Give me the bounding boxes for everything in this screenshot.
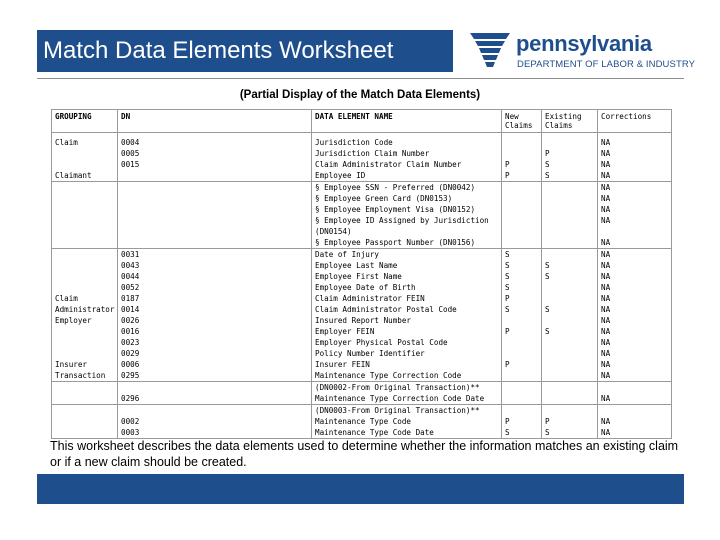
dn-line: 0044 [121,272,140,281]
cell-grouping [52,133,118,182]
existing-line [545,204,594,215]
header-existing-claims: Existing Claims [542,110,598,133]
name-line: Jurisdiction Claim Number [315,149,430,158]
grouping-line [55,382,114,393]
existing-line [545,382,594,393]
grouping-line [55,159,114,170]
existing-line [545,282,594,293]
corrections-line: NA [601,183,611,192]
new-line [505,204,538,215]
cell-new [502,405,542,439]
corrections-line: NA [601,194,611,203]
grouping-line [55,348,114,359]
name-line: Claim Administrator Claim Number [315,160,462,169]
name-line: (DN0002-From Original Transaction)** [315,383,480,392]
existing-line: S [545,305,550,314]
table-row [52,133,672,182]
cell-grouping [52,382,118,405]
corrections-line: NA [601,238,611,247]
grouping-line [55,326,114,337]
match-data-table [51,109,672,439]
name-line: Maintenance Type Correction Code [315,371,462,380]
new-line [505,370,538,381]
dn-line: 0031 [121,250,140,259]
cell-name [312,133,502,182]
existing-line: S [545,171,550,180]
existing-line [545,348,594,359]
subtitle: (Partial Display of the Match Data Elements) [239,89,481,101]
cell-existing [542,382,598,405]
title-bar [37,30,453,72]
existing-line [545,370,594,381]
corrections-line: NA [601,338,611,347]
existing-line: S [545,160,550,169]
corrections-line: NA [601,216,611,225]
cell-grouping [52,405,118,439]
dn-line: 0029 [121,349,140,358]
name-line: Insured Report Number [315,316,412,325]
grouping-line: Insurer [55,360,88,369]
table-header-row [52,110,672,133]
grouping-line [55,226,114,237]
corrections-line: NA [601,360,611,369]
existing-line [545,337,594,348]
dn-line: 0023 [121,338,140,347]
dn-line: 0295 [121,371,140,380]
corrections-line: NA [601,316,611,325]
cell-corrections [598,133,672,182]
grouping-line [55,271,114,282]
dn-line: 0003 [121,428,140,437]
table-row [52,182,672,249]
name-line: § Employee ID Assigned by Jurisdiction [315,216,489,225]
logo-name: pennsylvania [516,31,652,56]
corrections-line: NA [601,417,611,426]
dn-line: 0187 [121,294,140,303]
dn-line: 0026 [121,316,140,325]
name-line: § Employee SSN - Preferred (DN0042) [315,183,476,192]
existing-line [545,182,594,193]
existing-line [545,315,594,326]
cell-corrections [598,182,672,249]
grouping-line [55,204,114,215]
grouping-line [55,182,114,193]
dn-line: 0002 [121,417,140,426]
cell-dn [118,133,312,182]
corrections-line: NA [601,283,611,292]
dn-line [121,226,308,237]
existing-line: S [545,272,550,281]
table-row [52,249,672,382]
existing-line [545,293,594,304]
header-divider [37,78,684,79]
corrections-line: NA [601,349,611,358]
corrections-line: NA [601,261,611,270]
corrections-line: NA [601,428,611,437]
cell-grouping [52,249,118,382]
cell-name [312,382,502,405]
cell-dn [118,249,312,382]
corrections-line: NA [601,149,611,158]
cell-new [502,249,542,382]
dn-line: 0004 [121,138,140,147]
corrections-line [601,405,668,416]
header-corrections: Corrections [598,110,672,133]
existing-line [545,193,594,204]
existing-line [545,137,594,148]
cell-name [312,249,502,382]
cell-new [502,133,542,182]
grouping-line: Claimant [55,171,92,180]
grouping-line [55,337,114,348]
grouping-line [55,193,114,204]
corrections-line: NA [601,171,611,180]
new-line [505,382,538,393]
name-line: Policy Number Identifier [315,349,425,358]
cell-corrections [598,249,672,382]
grouping-line [55,215,114,226]
cell-new [502,182,542,249]
dn-line [121,170,308,181]
grouping-line [55,148,114,159]
dn-line: 0016 [121,327,140,336]
dn-line: 0006 [121,360,140,369]
existing-line [545,215,594,226]
corrections-line [601,382,668,393]
grouping-line [55,405,114,416]
corrections-line: NA [601,138,611,147]
new-line: P [505,171,510,180]
dn-line [121,215,308,226]
new-line [505,237,538,248]
new-line [505,348,538,359]
new-line [505,337,538,348]
new-line: S [505,283,510,292]
name-line: Maintenance Type Code [315,417,412,426]
dn-line [121,193,308,204]
dn-line: 0014 [121,305,140,314]
cell-existing [542,182,598,249]
name-line: Maintenance Type Correction Code Date [315,394,485,403]
new-line: S [505,250,510,259]
existing-line [545,405,594,416]
name-line: Employee Last Name [315,261,398,270]
name-line: Maintenance Type Code Date [315,428,434,437]
logo-department: DEPARTMENT OF LABOR & INDUSTRY [517,59,696,70]
grouping-line [55,249,114,260]
cell-dn [118,382,312,405]
cell-existing [542,249,598,382]
existing-line [545,393,594,404]
new-line: P [505,160,510,169]
cell-corrections [598,382,672,405]
corrections-line: NA [601,205,611,214]
grouping-line [55,393,114,404]
table-row [52,405,672,439]
grouping-line: Transaction [55,371,106,380]
name-line: (DN0003-From Original Transaction)** [315,406,480,415]
name-line: Claim Administrator Postal Code [315,305,457,314]
header-new-claims: New Claims [502,110,542,133]
existing-line: S [545,261,550,270]
corrections-line: NA [601,394,611,403]
name-line: Jurisdiction Code [315,138,393,147]
existing-line: S [545,327,550,336]
new-line: P [505,327,510,336]
keystone-icon [468,30,512,74]
name-line: (DN0154) [315,227,352,236]
new-line: S [505,261,510,270]
footer-bar [37,474,684,504]
name-line: § Employee Green Card (DN0153) [315,194,453,203]
grouping-line [55,260,114,271]
pennsylvania-logo [468,28,696,76]
header-grouping: GROUPING [52,110,118,133]
cell-existing [542,133,598,182]
new-line: S [505,272,510,281]
new-line: S [505,428,510,437]
new-line [505,215,538,226]
new-line: P [505,417,510,426]
cell-grouping [52,182,118,249]
corrections-line: NA [601,250,611,259]
table-row [52,382,672,405]
grouping-line [55,427,114,438]
grouping-line: Claim [55,294,78,303]
new-line [505,226,538,237]
corrections-line: NA [601,371,611,380]
name-line: Employee First Name [315,272,402,281]
name-line: Insurer FEIN [315,360,370,369]
corrections-line: NA [601,327,611,336]
grouping-line: Administrator [55,305,115,314]
dn-line: 0043 [121,261,140,270]
name-line: Claim Administrator FEIN [315,294,425,303]
dn-line [121,405,308,416]
dn-line [121,382,308,393]
dn-line [121,204,308,215]
existing-line [545,249,594,260]
corrections-line: NA [601,160,611,169]
page-title: Match Data Elements Worksheet [43,37,394,64]
header-dn: DN [118,110,312,133]
new-line [505,137,538,148]
grouping-line [55,237,114,248]
dn-line: 0005 [121,149,140,158]
header-data-element-name: DATA ELEMENT NAME [312,110,502,133]
new-line: P [505,360,510,369]
name-line: Employer FEIN [315,327,375,336]
dn-line [121,182,308,193]
grouping-line [55,416,114,427]
existing-line [545,359,594,370]
new-line: P [505,294,510,303]
corrections-line: NA [601,272,611,281]
caption: This worksheet describes the data elements used to determine whether the information matches an existing claim or if a new claim should be created. [50,439,679,469]
new-line [505,393,538,404]
existing-line [545,237,594,248]
existing-line: P [545,417,550,426]
cell-dn [118,405,312,439]
grouping-line: Claim [55,138,78,147]
name-line: Date of Injury [315,250,380,259]
cell-corrections [598,405,672,439]
new-line [505,405,538,416]
existing-line: P [545,149,550,158]
new-line: S [505,305,510,314]
name-line: § Employee Employment Visa (DN0152) [315,205,476,214]
grouping-line [55,282,114,293]
cell-name [312,182,502,249]
corrections-line: NA [601,305,611,314]
new-line [505,148,538,159]
new-line [505,193,538,204]
name-line: Employer Physical Postal Code [315,338,448,347]
existing-line: S [545,428,550,437]
corrections-line: NA [601,294,611,303]
name-line: Employee Date of Birth [315,283,416,292]
dn-line: 0296 [121,394,140,403]
new-line [505,182,538,193]
name-line: Employee ID [315,171,366,180]
existing-line [545,226,594,237]
cell-dn [118,182,312,249]
cell-existing [542,405,598,439]
grouping-line: Employer [55,316,92,325]
name-line: § Employee Passport Number (DN0156) [315,238,476,247]
dn-line: 0052 [121,283,140,292]
cell-name [312,405,502,439]
corrections-line [601,226,668,237]
dn-line: 0015 [121,160,140,169]
dn-line [121,237,308,248]
new-line [505,315,538,326]
cell-new [502,382,542,405]
